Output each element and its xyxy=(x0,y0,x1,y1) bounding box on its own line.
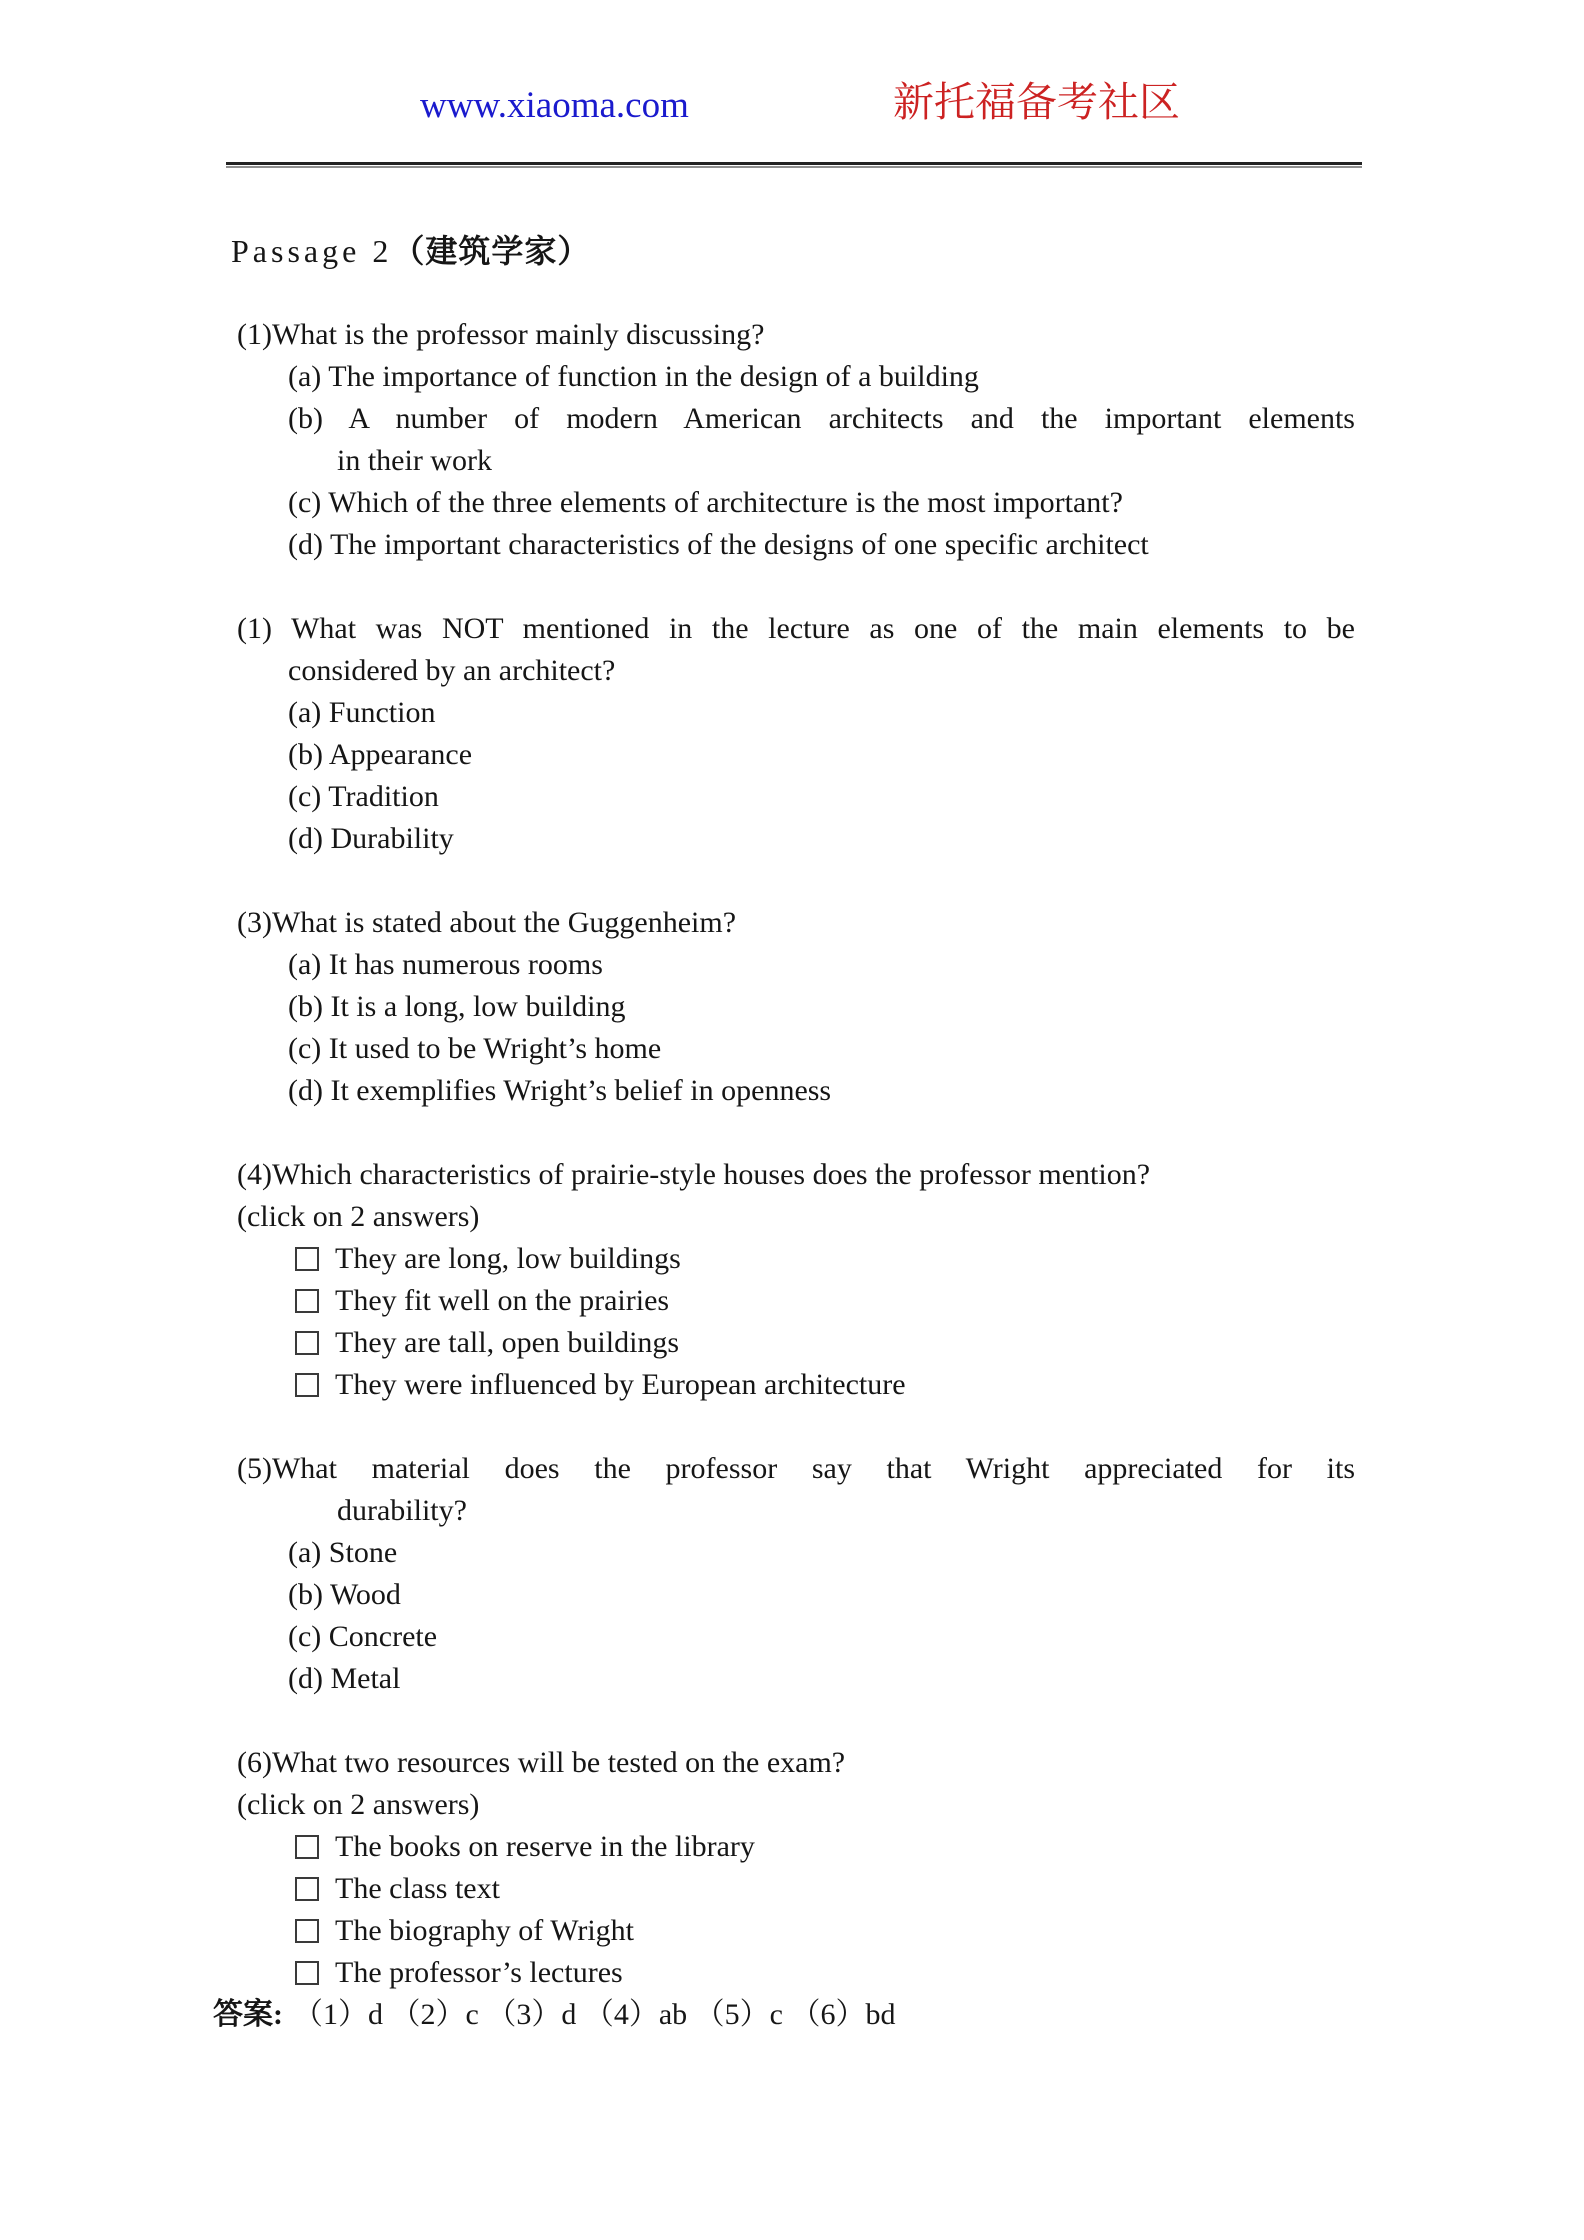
question-text: (6)What two resources will be tested on the exam? xyxy=(237,1746,846,1779)
question-block xyxy=(237,1154,1355,1406)
checkbox-option-label: The biography of Wright xyxy=(335,1914,635,1947)
text-continuation: in their work xyxy=(337,444,492,477)
checkbox-option-label: The books on reserve in the library xyxy=(335,1830,755,1863)
question-note: (click on 2 answers) xyxy=(237,1788,480,1821)
answer-option: (c) Tradition xyxy=(288,780,439,813)
answer-option: (d) The important characteristics of the designs of one specific architect xyxy=(288,528,1149,561)
passage-title xyxy=(231,230,1355,272)
community-name-text: 新托福备考社区 xyxy=(893,79,1180,125)
question-block xyxy=(237,608,1355,860)
answer-option: (b) It is a long, low building xyxy=(288,990,626,1023)
questions xyxy=(237,314,1355,1994)
checkbox-icon[interactable] xyxy=(295,1919,319,1943)
question-block xyxy=(237,314,1355,566)
site-url-link[interactable]: www.xiaoma.com xyxy=(420,85,689,126)
answer-option: (a) The importance of function in the design of a building xyxy=(288,360,979,393)
answer-option: (c) Concrete xyxy=(288,1620,438,1653)
question-block xyxy=(237,1448,1355,1700)
checkbox-option[interactable] xyxy=(295,1868,1355,1910)
checkbox-icon[interactable] xyxy=(295,1877,319,1901)
checkbox-option-label: They are tall, open buildings xyxy=(335,1326,680,1359)
question-note: (click on 2 answers) xyxy=(237,1200,480,1233)
checkbox-icon[interactable] xyxy=(295,1835,319,1859)
checkbox-icon[interactable] xyxy=(295,1289,319,1313)
answer-option: (b) A number of modern American architects and the important elements xyxy=(288,402,1355,435)
checkbox-option-label: The class text xyxy=(335,1872,500,1905)
text-continuation: considered by an architect? xyxy=(288,654,616,687)
checkbox-option[interactable] xyxy=(295,1910,1355,1952)
passage-title-chinese: （建筑学家） xyxy=(392,233,591,269)
checkbox-icon[interactable] xyxy=(295,1247,319,1271)
question-block xyxy=(237,1742,1355,1994)
question-block xyxy=(237,902,1355,1112)
answer-option: (a) It has numerous rooms xyxy=(288,948,603,981)
checkbox-icon[interactable] xyxy=(295,1373,319,1397)
question-text: (1) What was NOT mentioned in the lecture as one of the main elements to be xyxy=(237,612,1355,645)
question-text: (1)What is the professor mainly discussing? xyxy=(237,318,765,351)
checkbox-icon[interactable] xyxy=(295,1331,319,1355)
answer-key-label: 答案: xyxy=(213,1998,283,2031)
answer-option: (d) Metal xyxy=(288,1662,401,1695)
checkbox-icon[interactable] xyxy=(295,1961,319,1985)
question-text: (3)What is stated about the Guggenheim? xyxy=(237,906,737,939)
text-continuation: durability? xyxy=(337,1494,467,1527)
checkbox-option[interactable] xyxy=(295,1280,1355,1322)
answer-option: (a) Function xyxy=(288,696,436,729)
answer-option: (b) Wood xyxy=(288,1578,401,1611)
answer-option: (b) Appearance xyxy=(288,738,473,771)
document-body xyxy=(213,230,1355,2036)
checkbox-option[interactable] xyxy=(295,1238,1355,1280)
passage-title-english: Passage 2 xyxy=(231,233,393,269)
answer-option: (c) Which of the three elements of architecture is the most important? xyxy=(288,486,1123,519)
checkbox-option[interactable] xyxy=(295,1952,1355,1994)
question-text: (5)What material does the professor say that Wright appreciated for its xyxy=(237,1452,1355,1485)
header-divider xyxy=(226,162,1362,168)
answer-option: (a) Stone xyxy=(288,1536,398,1569)
checkbox-option[interactable] xyxy=(295,1826,1355,1868)
checkbox-option-label: They were influenced by European architecture xyxy=(335,1368,906,1401)
checkbox-option-label: The professor’s lectures xyxy=(335,1956,623,1989)
answer-option: (d) It exemplifies Wright’s belief in openness xyxy=(288,1074,832,1107)
checkbox-option[interactable] xyxy=(295,1364,1355,1406)
answer-option: (c) It used to be Wright’s home xyxy=(288,1032,662,1065)
answer-option: (d) Durability xyxy=(288,822,454,855)
answer-key-values: （1）d （2）c （3）d （4）ab （5）c （6）bd xyxy=(293,1998,896,2031)
checkbox-option-label: They are long, low buildings xyxy=(335,1242,681,1275)
answer-key xyxy=(213,1994,1355,2036)
checkbox-option[interactable] xyxy=(295,1322,1355,1364)
question-text: (4)Which characteristics of prairie-style houses does the professor mention? xyxy=(237,1158,1151,1191)
checkbox-option-label: They fit well on the prairies xyxy=(335,1284,670,1317)
